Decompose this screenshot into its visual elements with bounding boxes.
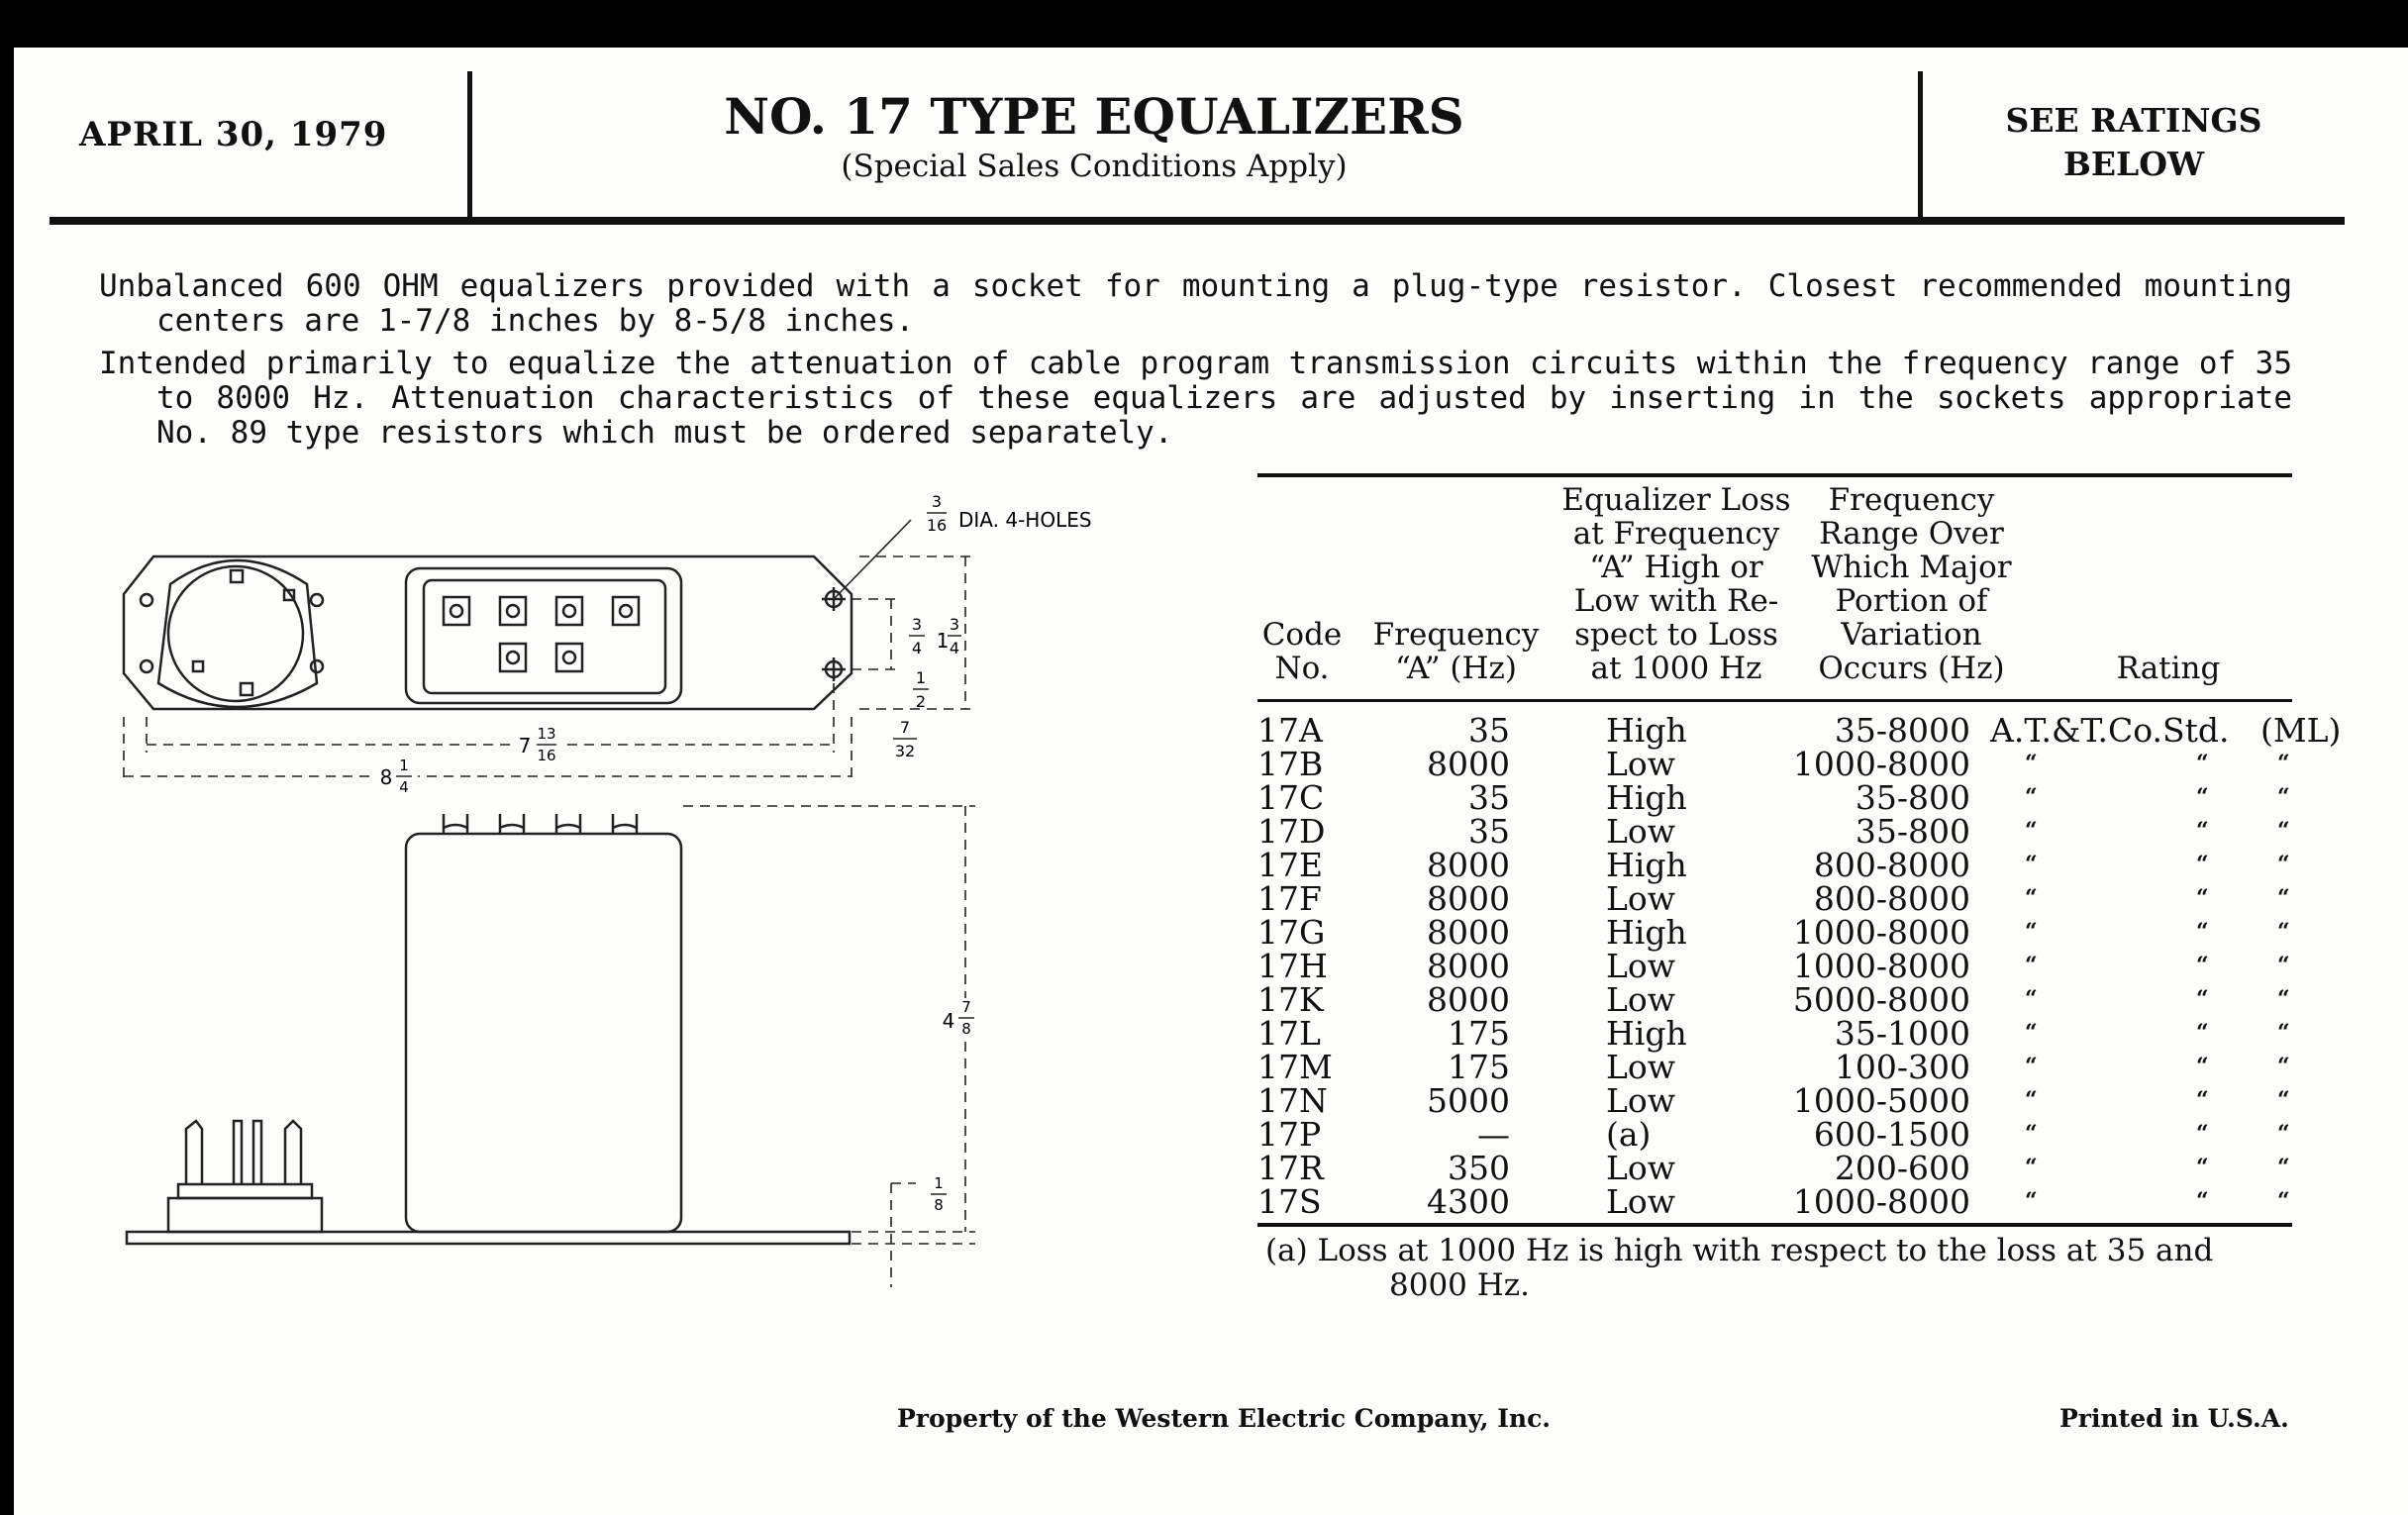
cell-code: 17P	[1257, 1115, 1322, 1154]
cell-rating-ditto: “	[2277, 1121, 2290, 1147]
cell-frequency: —	[1477, 1115, 1510, 1154]
cell-frequency: 35	[1468, 711, 1510, 750]
cell-range: 100-300	[1834, 1048, 1970, 1086]
cell-rating-ditto: “	[2025, 953, 2038, 978]
cell-rating-ditto: “	[2196, 852, 2209, 877]
side-view-can	[406, 834, 681, 1232]
cell-rating-ditto: “	[2277, 852, 2290, 877]
cell-loss: Low	[1606, 1081, 1676, 1120]
cell-rating-ditto: “	[2277, 1087, 2290, 1113]
table-row	[1257, 1081, 2357, 1120]
cell-range: 1000-8000	[1792, 913, 1970, 952]
cell-range: 35-800	[1855, 778, 1970, 817]
table-row	[1257, 980, 2357, 1019]
col-header-range-line: Range Over	[1819, 516, 2004, 552]
cell-loss: High	[1606, 1014, 1687, 1053]
cell-range: 35-8000	[1834, 711, 1970, 750]
table-row	[1257, 778, 2357, 817]
table-row	[1257, 846, 2357, 884]
cell-frequency: 4300	[1427, 1182, 1510, 1221]
header-divider-right	[1918, 71, 1923, 218]
cell-range: 800-8000	[1813, 846, 1970, 884]
terminal-box	[406, 568, 681, 703]
cell-range: 800-8000	[1813, 879, 1970, 918]
table-footnote	[1265, 1234, 2300, 1303]
cell-rating-ditto: “	[2025, 751, 2038, 776]
cell-frequency: 5000	[1427, 1081, 1510, 1120]
cell-loss: Low	[1606, 745, 1676, 783]
cell-frequency: 8000	[1427, 745, 1510, 783]
cell-rating-ditto: “	[2025, 1121, 2038, 1147]
socket-circle	[168, 566, 303, 701]
col-header-loss-line: at Frequency	[1572, 516, 1780, 552]
cell-rating-ditto: “	[2196, 1155, 2209, 1180]
cell-rating-ditto: “	[2025, 1155, 2038, 1180]
cell-rating-ditto: “	[2277, 1054, 2290, 1079]
cell-loss: Low	[1606, 1048, 1676, 1086]
hole-dim-den: 16	[926, 516, 948, 535]
cell-frequency: 8000	[1427, 980, 1510, 1019]
cell-rating-ditto: “	[2277, 986, 2290, 1012]
dim-8-1-4-whole: 8	[379, 765, 393, 789]
col-header-range-line: Portion of	[1835, 583, 1988, 619]
page-title: NO. 17 TYPE EQUALIZERS	[724, 87, 1464, 146]
col-header-range-line: Occurs (Hz)	[1818, 651, 2005, 686]
cell-loss: Low	[1606, 1149, 1676, 1187]
cell-rating-ditto: “	[2196, 751, 2209, 776]
cell-frequency: 8000	[1427, 879, 1510, 918]
col-header-range-line: Variation	[1841, 617, 1982, 653]
cell-range: 1000-8000	[1792, 1182, 1970, 1221]
cell-loss: (a)	[1606, 1115, 1652, 1154]
dim-3-4-den: 4	[911, 639, 923, 657]
table-row	[1257, 711, 2357, 750]
table-top-rule	[1257, 473, 2292, 477]
dim-1-2-den: 2	[915, 692, 927, 711]
cell-rating-ditto: “	[2196, 1020, 2209, 1046]
description-paragraph-2: Intended primarily to equalize the attenuation of cable program transmission circuits within the frequency range of 35 to 8000 Hz. Attenuation characteristics of these equalizers are adjusted by inserting in the sockets appropriate No. 89 type resistors which must be ordered separately.	[99, 346, 2292, 451]
cell-code: 17G	[1257, 913, 1326, 952]
cell-code: 17K	[1257, 980, 1324, 1019]
cell-loss: High	[1606, 846, 1687, 884]
cell-frequency: 35	[1468, 812, 1510, 851]
footer-property: Property of the Western Electric Company, Inc.	[897, 1404, 1552, 1433]
cell-rating-ditto: “	[2277, 818, 2290, 844]
col-header-loss-line: Equalizer Loss	[1561, 482, 1791, 518]
table-row	[1257, 1048, 2357, 1086]
cell-range: 1000-8000	[1792, 947, 1970, 985]
cell-range: 35-1000	[1834, 1014, 1970, 1053]
cell-range: 5000-8000	[1792, 980, 1970, 1019]
cell-rating-ditto: “	[2277, 784, 2290, 810]
table-row	[1257, 745, 2357, 783]
cell-code: 17R	[1257, 1149, 1324, 1187]
cell-frequency: 8000	[1427, 913, 1510, 952]
table-row	[1257, 913, 2357, 952]
description-paragraph-1: Unbalanced 600 OHM equalizers provided with a socket for mounting a plug-type resistor. Closest recommended mounting centers are 1-7/8 inches by 8-5/8 inches.	[99, 268, 2292, 339]
cell-rating-ditto: “	[2196, 986, 2209, 1012]
cell-rating: A.T.&T.Co.Std. (ML)	[1990, 711, 2342, 750]
page-subtitle: (Special Sales Conditions Apply)	[841, 149, 1348, 184]
cell-code: 17M	[1257, 1048, 1333, 1086]
cell-frequency: 35	[1468, 778, 1510, 817]
col-header-code-line: Code	[1261, 617, 1343, 653]
cell-range: 1000-8000	[1792, 745, 1970, 783]
dim-1-2-num: 1	[915, 668, 927, 687]
cell-rating-ditto: “	[2196, 1121, 2209, 1147]
col-header-loss-line: “A” High or	[1589, 550, 1763, 585]
cell-frequency: 8000	[1427, 947, 1510, 985]
cell-rating-ditto: “	[2277, 751, 2290, 776]
cell-code: 17C	[1257, 778, 1325, 817]
cell-rating-ditto: “	[2196, 885, 2209, 911]
cell-code: 17D	[1257, 812, 1326, 851]
cell-rating-ditto: “	[2196, 1054, 2209, 1079]
col-header-code	[1257, 618, 1347, 685]
cell-frequency: 175	[1448, 1048, 1510, 1086]
cell-code: 17B	[1257, 745, 1324, 783]
cell-range: 35-800	[1855, 812, 1970, 851]
cell-loss: Low	[1606, 879, 1676, 918]
cell-loss: Low	[1606, 1182, 1676, 1221]
hole-dim-num: 3	[931, 492, 943, 511]
socket-base	[168, 1198, 322, 1232]
col-header-frequency-line: “A” (Hz)	[1395, 651, 1517, 686]
dim-1-3-4-num: 3	[949, 615, 960, 634]
table-row	[1257, 947, 2357, 985]
cell-rating-ditto: “	[2196, 1188, 2209, 1214]
dim-7-13-16-den: 16	[537, 747, 556, 764]
cell-rating-ditto: “	[2025, 784, 2038, 810]
col-header-frequency-line: Frequency	[1372, 617, 1540, 653]
base-plate	[127, 1232, 850, 1244]
cell-rating-ditto: “	[2277, 919, 2290, 945]
col-header-code-line: No.	[1274, 651, 1330, 686]
ratings-note-line2: BELOW	[2062, 145, 2205, 183]
cell-rating-ditto: “	[2196, 919, 2209, 945]
col-header-loss-line: at 1000 Hz	[1590, 651, 1762, 686]
dim-8-1-4-num: 1	[399, 757, 409, 774]
terminal-group	[444, 597, 639, 671]
cell-loss: Low	[1606, 947, 1676, 985]
dim-1-8-den: 8	[934, 1196, 944, 1214]
cell-frequency: 8000	[1427, 846, 1510, 884]
cell-rating-ditto: “	[2196, 784, 2209, 810]
cell-rating-ditto: “	[2025, 885, 2038, 911]
cell-rating-ditto: “	[2277, 1020, 2290, 1046]
cell-frequency: 350	[1448, 1149, 1510, 1187]
cell-rating-ditto: “	[2025, 1087, 2038, 1113]
dim-1-3-4-whole: 1	[936, 629, 950, 653]
cell-rating-ditto: “	[2025, 919, 2038, 945]
cell-range: 600-1500	[1813, 1115, 1970, 1154]
ratings-note	[1951, 99, 2317, 186]
col-header-loss-line: spect to Loss	[1574, 617, 1778, 653]
table-row	[1257, 1149, 2357, 1187]
cell-loss: Low	[1606, 812, 1676, 851]
cell-rating-ditto: “	[2277, 953, 2290, 978]
cell-code: 17E	[1257, 846, 1324, 884]
cell-rating-ditto: “	[2196, 1087, 2209, 1113]
cell-rating-ditto: “	[2196, 953, 2209, 978]
cell-code: 17F	[1257, 879, 1322, 918]
col-header-range-line: Frequency	[1828, 482, 1995, 518]
col-header-loss	[1553, 483, 1800, 685]
cell-rating-ditto: “	[2025, 852, 2038, 877]
dim-4-7-8-whole: 4	[942, 1009, 955, 1033]
footnote-line-1: (a) Loss at 1000 Hz is high with respect to the loss at 35 and	[1265, 1233, 2214, 1268]
cell-loss: High	[1606, 913, 1687, 952]
cell-rating-ditto: “	[2277, 1155, 2290, 1180]
cell-rating-ditto: “	[2025, 986, 2038, 1012]
dim-1-3-4-den: 4	[949, 639, 960, 657]
table-row	[1257, 1182, 2357, 1221]
col-header-range	[1800, 483, 2023, 685]
col-header-rating: Rating	[2116, 651, 2221, 686]
hole-dim-label: DIA. 4-HOLES	[958, 508, 1092, 532]
cell-code: 17S	[1257, 1182, 1322, 1221]
cell-rating-ditto: “	[2277, 885, 2290, 911]
dim-4-7-8-num: 7	[961, 998, 971, 1016]
cell-rating-ditto: “	[2025, 1054, 2038, 1079]
dim-8-1-4-den: 4	[399, 778, 409, 796]
dim-7-32-den: 32	[894, 742, 916, 760]
cell-code: 17L	[1257, 1014, 1321, 1053]
dim-7-32-num: 7	[899, 718, 911, 737]
cell-rating-ditto: “	[2025, 818, 2038, 844]
table-row	[1257, 879, 2357, 918]
cell-loss: High	[1606, 778, 1687, 817]
cell-rating-ditto: “	[2277, 1188, 2290, 1214]
cell-rating-ditto: “	[2196, 818, 2209, 844]
cell-frequency: 175	[1448, 1014, 1510, 1053]
dim-7-13-16-whole: 7	[518, 734, 532, 758]
footnote-line-2: 8000 Hz.	[1389, 1267, 1530, 1303]
ratings-note-line1: SEE RATINGS	[2005, 101, 2262, 140]
table-row	[1257, 812, 2357, 851]
table-bottom-rule	[1257, 1223, 2292, 1227]
dim-7-13-16-num: 13	[537, 725, 556, 743]
table-header-rule	[1257, 699, 2292, 702]
table-row	[1257, 1014, 2357, 1053]
dim-4-7-8-den: 8	[961, 1020, 971, 1038]
dim-1-8-num: 1	[934, 1174, 944, 1192]
cell-range: 1000-5000	[1792, 1081, 1970, 1120]
cell-loss: High	[1606, 711, 1687, 750]
cell-code: 17H	[1257, 947, 1328, 985]
cell-range: 200-600	[1834, 1149, 1970, 1187]
col-header-frequency	[1364, 618, 1548, 685]
issue-date: APRIL 30, 1979	[79, 115, 388, 154]
cell-code: 17A	[1257, 711, 1323, 750]
table-row	[1257, 1115, 2357, 1154]
cell-loss: Low	[1606, 980, 1676, 1019]
col-header-loss-line: Low with Re-	[1573, 583, 1779, 619]
equalizer-drawing	[0, 0, 1188, 1327]
footer-printed: Printed in U.S.A.	[2059, 1404, 2289, 1433]
cell-code: 17N	[1257, 1081, 1328, 1120]
col-header-range-line: Which Major	[1811, 550, 2012, 585]
cell-rating-ditto: “	[2025, 1020, 2038, 1046]
dim-3-4-num: 3	[911, 615, 923, 634]
cell-rating-ditto: “	[2025, 1188, 2038, 1214]
